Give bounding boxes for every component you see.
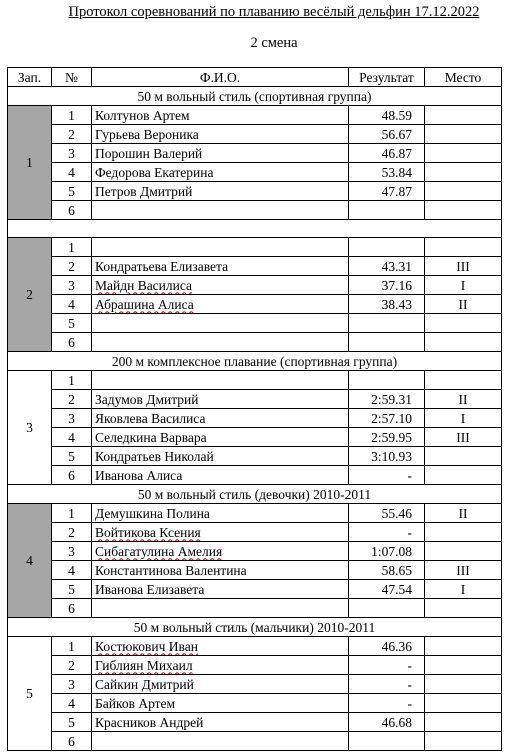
place-value [425, 675, 502, 694]
result-time: 46.36 [349, 637, 425, 656]
place-value [425, 182, 502, 201]
swimmer-name: Кондратьев Николай [95, 448, 214, 464]
swimmer-name: Красников Андрей [95, 714, 204, 730]
result-time: 46.68 [349, 713, 425, 732]
swimmer-name-cell [92, 504, 349, 523]
lane-number: 3 [52, 276, 92, 295]
swimmer-name: Сайкин Дмитрий [95, 676, 194, 692]
result-time [349, 599, 425, 618]
swimmer-name-cell [92, 409, 349, 428]
document-title: Протокол соревнований по плаванию весёлый дельфин 17.12.2022 [68, 4, 480, 20]
lane-number: 6 [52, 599, 92, 618]
swimmer-name: Костюкович Иван [95, 638, 198, 654]
table-row [8, 163, 502, 182]
swimmer-name: Демушкина Полина [95, 505, 210, 521]
swimmer-name: Гиблиян Михаил [95, 657, 193, 673]
section-title: 50 м вольный стиль (мальчики) 2010-2011 [8, 618, 502, 637]
swimmer-name-cell [92, 694, 349, 713]
result-time: 37.16 [349, 276, 425, 295]
lane-number: 2 [52, 125, 92, 144]
swimmer-name-cell [92, 390, 349, 409]
result-time [349, 238, 425, 257]
table-row [8, 314, 502, 333]
table-row [8, 257, 502, 276]
place-value: I [425, 409, 502, 428]
lane-number: 1 [52, 504, 92, 523]
col-header-place: Место [425, 68, 502, 87]
result-time: 3:10.93 [349, 447, 425, 466]
result-time [349, 201, 425, 220]
lane-number: 3 [52, 409, 92, 428]
table-row [8, 656, 502, 675]
place-value: II [425, 390, 502, 409]
result-time: - [349, 675, 425, 694]
section-title: 50 м вольный стиль (спортивная группа) [8, 87, 502, 106]
heat-number-cell: 3 [8, 371, 52, 485]
table-row [8, 447, 502, 466]
result-time: 58.65 [349, 561, 425, 580]
place-value [425, 637, 502, 656]
table-row [8, 371, 502, 390]
swimmer-name-cell [92, 675, 349, 694]
lane-number: 3 [52, 675, 92, 694]
result-time: - [349, 523, 425, 542]
lane-number: 1 [52, 106, 92, 125]
swimmer-name: Колтунов Артем [95, 107, 190, 123]
place-value: II [425, 504, 502, 523]
result-time: 2:59.95 [349, 428, 425, 447]
table-row [8, 599, 502, 618]
table-row [8, 675, 502, 694]
swimmer-name-cell [92, 542, 349, 561]
table-row [8, 561, 502, 580]
table-row [8, 504, 502, 523]
result-time: 1:07.08 [349, 542, 425, 561]
lane-number: 1 [52, 637, 92, 656]
heat-number-cell: 4 [8, 504, 52, 618]
spacer-cell [8, 220, 502, 238]
result-time: 53.84 [349, 163, 425, 182]
result-time [349, 314, 425, 333]
swimmer-name-cell [92, 333, 349, 352]
table-row [8, 106, 502, 125]
swimmer-name: Петров Дмитрий [95, 183, 193, 199]
table-row [8, 713, 502, 732]
header-row [8, 68, 502, 87]
heat-number-cell: 5 [8, 637, 52, 751]
lane-number: 6 [52, 466, 92, 485]
section-row [8, 485, 502, 504]
lane-number: 4 [52, 694, 92, 713]
result-time [349, 732, 425, 751]
lane-number: 2 [52, 523, 92, 542]
place-value [425, 732, 502, 751]
table-row [8, 201, 502, 220]
table-row [8, 732, 502, 751]
place-value [425, 447, 502, 466]
place-value [425, 238, 502, 257]
table-row [8, 637, 502, 656]
lane-number: 3 [52, 542, 92, 561]
table-row [8, 466, 502, 485]
place-value [425, 371, 502, 390]
lane-number: 1 [52, 371, 92, 390]
swimmer-name-cell [92, 238, 349, 257]
place-value: III [425, 561, 502, 580]
heat-number-cell: 1 [8, 106, 52, 220]
result-time: 47.54 [349, 580, 425, 599]
section-title: 200 м комплексное плавание (спортивная группа) [8, 352, 502, 371]
swimmer-name-cell [92, 580, 349, 599]
swimmer-name: Войтикова Ксения [95, 524, 201, 540]
lane-number: 6 [52, 333, 92, 352]
result-time: 48.59 [349, 106, 425, 125]
place-value [425, 314, 502, 333]
swimmer-name-cell [92, 295, 349, 314]
place-value: II [425, 295, 502, 314]
swimmer-name-cell [92, 656, 349, 675]
place-value: I [425, 276, 502, 295]
place-value [425, 523, 502, 542]
swimmer-name-cell [92, 314, 349, 333]
swimmer-name-cell [92, 257, 349, 276]
place-value [425, 201, 502, 220]
swimmer-name-cell [92, 163, 349, 182]
lane-number: 4 [52, 428, 92, 447]
section-row [8, 87, 502, 106]
place-value [425, 125, 502, 144]
swimmer-name-cell [92, 106, 349, 125]
table-row [8, 523, 502, 542]
table-row [8, 295, 502, 314]
swimmer-name: Кондратьева Елизавета [95, 258, 229, 274]
col-header-result: Результат [349, 68, 425, 87]
heat-number-cell: 2 [8, 238, 52, 352]
results-body [8, 87, 502, 751]
lane-number: 5 [52, 713, 92, 732]
lane-number: 4 [52, 295, 92, 314]
lane-number: 5 [52, 314, 92, 333]
place-value [425, 144, 502, 163]
swimmer-name: Иванова Елизавета [95, 581, 205, 597]
lane-number: 5 [52, 580, 92, 599]
swimmer-name-cell [92, 732, 349, 751]
swimmer-name: Селедкина Варвара [95, 429, 207, 445]
swimmer-name: Майдн Василиса [95, 277, 193, 293]
place-value: III [425, 257, 502, 276]
swimmer-name-cell [92, 428, 349, 447]
swimmer-name-cell [92, 371, 349, 390]
table-row [8, 428, 502, 447]
swimmer-name-cell [92, 466, 349, 485]
section-row [8, 352, 502, 371]
result-time [349, 371, 425, 390]
table-row [8, 390, 502, 409]
lane-number: 4 [52, 163, 92, 182]
table-row [8, 694, 502, 713]
lane-number: 2 [52, 390, 92, 409]
swimmer-name-cell [92, 276, 349, 295]
lane-number: 3 [52, 144, 92, 163]
result-time: 38.43 [349, 295, 425, 314]
swimmer-name-cell [92, 144, 349, 163]
lane-number: 6 [52, 732, 92, 751]
result-time: 47.87 [349, 182, 425, 201]
spacer-row [8, 220, 502, 238]
swimmer-name: Сибагатулина Амелия [95, 543, 223, 559]
swimmer-name-cell [92, 523, 349, 542]
swimmer-name: Константинова Валентина [95, 562, 247, 578]
result-time: 2:57.10 [349, 409, 425, 428]
place-value [425, 694, 502, 713]
result-time: 2:59.31 [349, 390, 425, 409]
table-row [8, 182, 502, 201]
table-row [8, 333, 502, 352]
table-row [8, 144, 502, 163]
place-value [425, 713, 502, 732]
swimmer-name: Яковлева Василиса [95, 410, 206, 426]
table-row [8, 409, 502, 428]
result-time [349, 333, 425, 352]
lane-number: 6 [52, 201, 92, 220]
swimmer-name: Порошин Валерий [95, 145, 203, 161]
swimmer-name: Федорова Екатерина [95, 164, 214, 180]
swimmer-name-cell [92, 561, 349, 580]
lane-number: 4 [52, 561, 92, 580]
swimmer-name: Абрашина Алиса [95, 296, 194, 312]
lane-number: 2 [52, 656, 92, 675]
place-value [425, 656, 502, 675]
table-row [8, 125, 502, 144]
section-row [8, 618, 502, 637]
lane-number: 5 [52, 447, 92, 466]
place-value [425, 599, 502, 618]
table-row [8, 276, 502, 295]
swimmer-name-cell [92, 447, 349, 466]
col-header-name: Ф.И.О. [92, 68, 349, 87]
swimmer-name-cell [92, 713, 349, 732]
result-time: - [349, 656, 425, 675]
swimmer-name: Иванова Алиса [95, 467, 183, 483]
swimmer-name: Задумов Дмитрий [95, 391, 199, 407]
result-time: 56.67 [349, 125, 425, 144]
results-table [7, 67, 502, 751]
table-row [8, 238, 502, 257]
swimmer-name: Гурьева Вероника [95, 126, 199, 142]
swimmer-name-cell [92, 125, 349, 144]
place-value [425, 333, 502, 352]
swimmer-name-cell [92, 599, 349, 618]
place-value [425, 163, 502, 182]
result-time: 55.46 [349, 504, 425, 523]
col-header-number: № [52, 68, 92, 87]
lane-number: 1 [52, 238, 92, 257]
section-title: 50 м вольный стиль (девочки) 2010-2011 [8, 485, 502, 504]
shift-subtitle: 2 смена [250, 35, 298, 51]
table-row [8, 542, 502, 561]
table-row [8, 580, 502, 599]
place-value: III [425, 428, 502, 447]
lane-number: 5 [52, 182, 92, 201]
result-time: 43.31 [349, 257, 425, 276]
result-time: 46.87 [349, 144, 425, 163]
place-value: I [425, 580, 502, 599]
place-value [425, 106, 502, 125]
swimmer-name-cell [92, 182, 349, 201]
place-value [425, 466, 502, 485]
col-header-heat: Зап. [8, 68, 52, 87]
swimmer-name-cell [92, 201, 349, 220]
result-time: - [349, 466, 425, 485]
swimmer-name: Байков Артем [95, 695, 176, 711]
place-value [425, 542, 502, 561]
result-time: - [349, 694, 425, 713]
lane-number: 2 [52, 257, 92, 276]
swimmer-name-cell [92, 637, 349, 656]
